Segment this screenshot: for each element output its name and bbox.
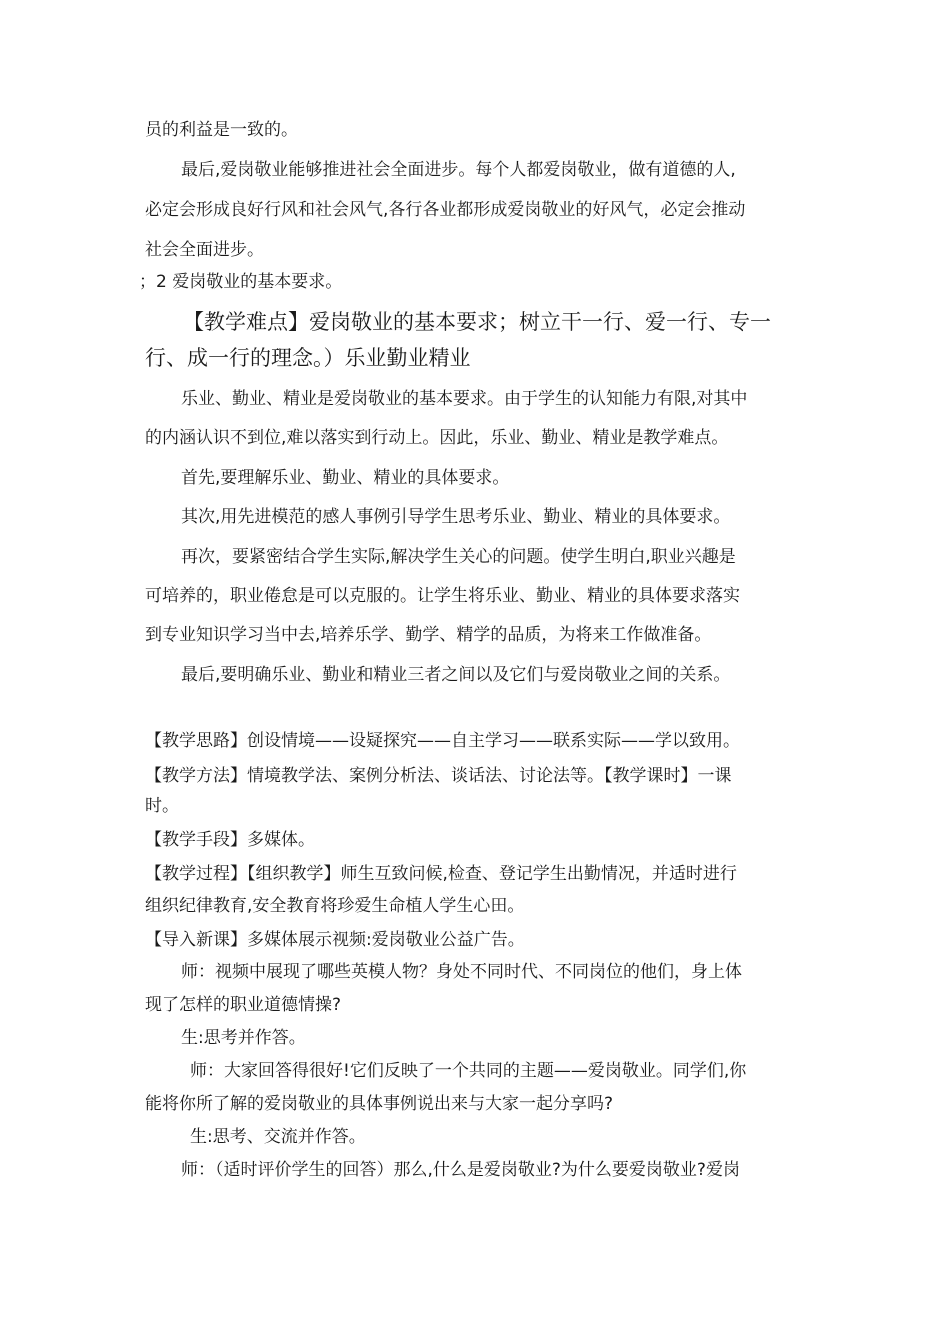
text-line: 【教学思路】创设情境——设疑探究——自主学习——联系实际——学以致用。 bbox=[145, 731, 740, 751]
text-line: 社会全面进步。 bbox=[145, 240, 264, 260]
key-point-heading: 【教学难点】爱岗敬业的基本要求；树立干一行、爱一行、专一 bbox=[183, 310, 771, 334]
dialogue-line: 生:思考、交流并作答。 bbox=[190, 1127, 366, 1147]
key-point-heading: 行、成一行的理念。）乐业勤业精业 bbox=[145, 346, 471, 370]
dialogue-line: 师：大家回答得很好!它们反映了一个共同的主题——爱岗敬业。同学们,你 bbox=[190, 1061, 747, 1081]
text-line: 其次,用先进模范的感人事例引导学生思考乐业、勤业、精业的具体要求。 bbox=[181, 507, 731, 527]
text-line: 可培养的，职业倦怠是可以克服的。让学生将乐业、勤业、精业的具体要求落实 bbox=[145, 586, 740, 606]
dialogue-line: 能将你所了解的爱岗敬业的具体事例说出来与大家一起分享吗? bbox=[145, 1094, 614, 1114]
text-line: 【导入新课】多媒体展示视频:爱岗敬业公益广告。 bbox=[145, 930, 525, 950]
text-line: 到专业知识学习当中去,培养乐学、勤学、精学的品质，为将来工作做准备。 bbox=[145, 625, 712, 645]
text-line: 必定会形成良好行风和社会风气,各行各业都形成爱岗敬业的好风气，必定会推动 bbox=[145, 200, 746, 220]
text-line: 乐业、勤业、精业是爱岗敬业的基本要求。由于学生的认知能力有限,对其中 bbox=[181, 389, 748, 409]
dialogue-line: 生:思考并作答。 bbox=[181, 1028, 306, 1048]
text-line: 【教学过程】【组织教学】师生互致问候,检查、登记学生出勤情况，并适时进行 bbox=[145, 864, 737, 884]
text-line: 【教学手段】多媒体。 bbox=[145, 830, 315, 850]
text-line: ；2 爱岗敬业的基本要求。 bbox=[139, 272, 343, 292]
text-line: 再次，要紧密结合学生实际,解决学生关心的问题。使学生明白,职业兴趣是 bbox=[181, 547, 736, 567]
text-line: 时。 bbox=[145, 796, 179, 816]
dialogue-line: 师：（适时评价学生的回答）那么,什么是爱岗敬业?为什么要爱岗敬业?爱岗 bbox=[181, 1160, 740, 1180]
dialogue-line: 师：视频中展现了哪些英模人物？身处不同时代、不同岗位的他们，身上体 bbox=[181, 962, 742, 982]
dialogue-line: 现了怎样的职业道德情操? bbox=[145, 995, 342, 1015]
text-line: 最后,爱岗敬业能够推进社会全面进步。每个人都爱岗敬业，做有道德的人, bbox=[181, 160, 736, 180]
text-line: 【教学方法】情境教学法、案例分析法、谈话法、讨论法等。【教学课时】一课 bbox=[145, 766, 732, 786]
text-line: 首先,要理解乐业、勤业、精业的具体要求。 bbox=[181, 468, 510, 488]
text-line: 员的利益是一致的。 bbox=[145, 120, 298, 140]
text-line: 组织纪律教育,安全教育将珍爱生命植人学生心田。 bbox=[145, 896, 525, 916]
text-line: 的内涵认识不到位,难以落实到行动上。因此，乐业、勤业、精业是教学难点。 bbox=[145, 428, 729, 448]
text-line: 最后,要明确乐业、勤业和精业三者之间以及它们与爱岗敬业之间的关系。 bbox=[181, 665, 731, 685]
